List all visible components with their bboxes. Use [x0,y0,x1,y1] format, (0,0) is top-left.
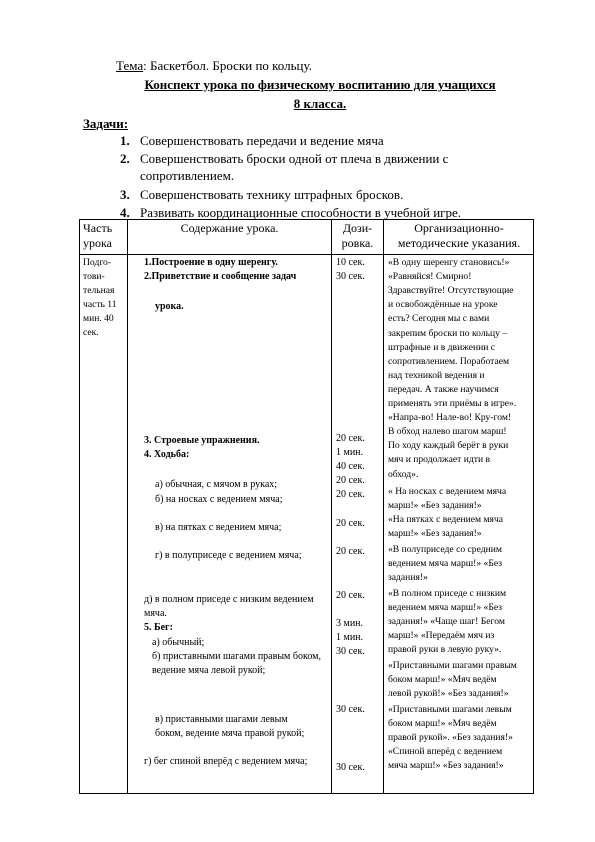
task-item [120,132,520,149]
content-item: б) приставными шагами правым боком, ведение мяча левой рукой; [152,651,321,677]
method-line: «Приставными шагами левым [388,704,512,715]
content-item: г) бег спиной вперёд с ведением мяча; [144,756,308,767]
dosage-value: 3 мин. [336,618,364,629]
content-item: урока. [155,301,184,312]
method-line: марш!» «Без задания!» [388,500,482,512]
task-text: Совершенствовать технику штрафных бросков. [140,187,404,202]
method-line: ведением мяча марш!» «Без [388,558,503,570]
lesson-part-label: Подго-тови-тельная часть 11 мин. 40 сек. [83,257,117,339]
table-header-divider [79,254,534,255]
dosage-value: 20 сек. [336,475,365,486]
header-dosage: Дози-ровка. [341,221,374,250]
content-item: в) на пятках с ведением мяча; [155,522,282,533]
method-line: Здравствуйте! Отсутствующие [388,285,514,297]
content-item: 3. Строевые упражнения. [144,435,260,446]
task-item [120,186,520,203]
method-line: боком марш!» «Мяч ведём [388,718,497,730]
dosage-value: 20 сек. [336,546,365,557]
dosage-value: 20 сек. [336,590,365,601]
task-text: Развивать координационные способности в учебной игре. [140,205,462,220]
task-number: 1. [120,133,130,148]
task-text: Совершенствовать передачи и ведение мяча [140,133,384,148]
method-line: правой руки в левую руку». [388,644,502,656]
header-content: Содержание урока. [180,221,279,235]
dosage-value: 20 сек. [336,489,365,500]
method-line: «В полуприседе со средним [388,544,502,555]
dosage-value: 1 мин. [336,632,364,643]
table-border-top [79,219,534,220]
content-item: 5. Бег: [144,622,173,633]
method-line: «Приставными шагами правым [388,660,517,671]
method-line: «Напра-во! Нале-во! Кру-гом! [388,412,512,424]
content-item: д) в полном приседе с низким ведением мяча. [144,594,314,620]
content-item: в) приставными шагами левым боком, ведение мяча правой рукой; [155,714,305,740]
method-line: В обход налево шагом марш! [388,426,507,438]
method-line: марш!» «Без задания!» [388,528,482,540]
method-line: передач. А также научимся [388,383,499,395]
method-line: « На носках с ведением мяча [388,486,507,497]
method-line: обход». [388,468,419,480]
table-divider [331,219,332,794]
lesson-subtitle-line2: 8 класса. [293,96,347,111]
content-item: 1.Построение в одну шеренгу. [144,257,278,268]
method-line: правой рукой». «Без задания!» [388,732,513,744]
task-item [120,150,520,184]
method-line: «В одну шеренгу становись!» [388,257,510,268]
header-part: Часть урока [83,221,113,250]
dosage-value: 1 мин. [336,447,364,458]
task-number: 4. [120,205,130,220]
header-method: Организационно-методические указания. [397,221,521,250]
method-line: и освобождённые на уроке [388,299,498,311]
dosage-value: 40 сек. [336,461,365,472]
method-line: боком марш!» «Мяч ведём [388,674,497,686]
lesson-subtitle-line1: Конспект урока по физическому воспитанию для учащихся [144,77,496,92]
content-item: г) в полуприседе с ведением мяча; [155,550,302,561]
method-line: закрепим броски по кольцу – [388,327,508,339]
topic-label: Тема [116,58,144,73]
method-line: над техникой ведения и [388,369,485,381]
content-item: 2.Приветствие и сообщение задач [144,271,297,282]
method-line: штрафные и в движении с [388,341,496,353]
content-item: а) обычная, с мячом в руках; [155,479,278,490]
dosage-value: 10 сек. [336,257,365,268]
method-line: марш!» «Передаём мяч из [388,630,495,642]
method-line: мяч и продолжает идти в [388,454,491,466]
method-line: «Равняйся! Смирно! [388,271,472,283]
method-line: применять эти приёмы в игре». [388,398,517,409]
content-item: а) обычный; [152,637,205,648]
task-text: Совершенствовать броски одной от плеча в движении с сопротивлением. [140,151,449,183]
method-line: «В полном приседе с низким [388,588,507,599]
method-line: «Спиной вперёд с ведением [388,746,503,758]
tasks-heading: Задачи: [83,116,129,131]
task-number: 3. [120,187,130,202]
table-divider [383,219,384,794]
content-item: 4. Ходьба: [144,449,190,460]
content-item: б) на носках с ведением мяча; [155,494,283,505]
method-line: задания!» «Чаще шаг! Бегом [388,616,505,628]
method-line: задания!» [388,572,428,584]
dosage-value: 30 сек. [336,762,365,773]
table-divider [127,219,128,794]
dosage-value: 30 сек. [336,271,365,282]
method-line: сопротивлением. Поработаем [388,355,510,367]
method-line: есть? Сегодня мы с вами [388,313,490,325]
task-number: 2. [120,151,130,166]
dosage-value: 20 сек. [336,433,365,444]
method-line: левой рукой!» «Без задания!» [388,688,509,700]
method-line: ведением мяча марш!» «Без [388,602,503,614]
method-line: По ходу каждый берёт в руки [388,440,509,452]
table-border-right [533,219,534,794]
dosage-value: 30 сек. [336,646,365,657]
topic-text: : Баскетбол. Броски по кольцу. [143,58,312,73]
method-line: мяча марш!» «Без задания!» [388,760,504,772]
table-border-left [79,219,80,794]
lesson-topic [116,58,312,74]
dosage-value: 20 сек. [336,518,365,529]
method-line: «На пятках с ведением мяча [388,514,504,526]
table-border-bottom [79,793,534,794]
dosage-value: 30 сек. [336,704,365,715]
